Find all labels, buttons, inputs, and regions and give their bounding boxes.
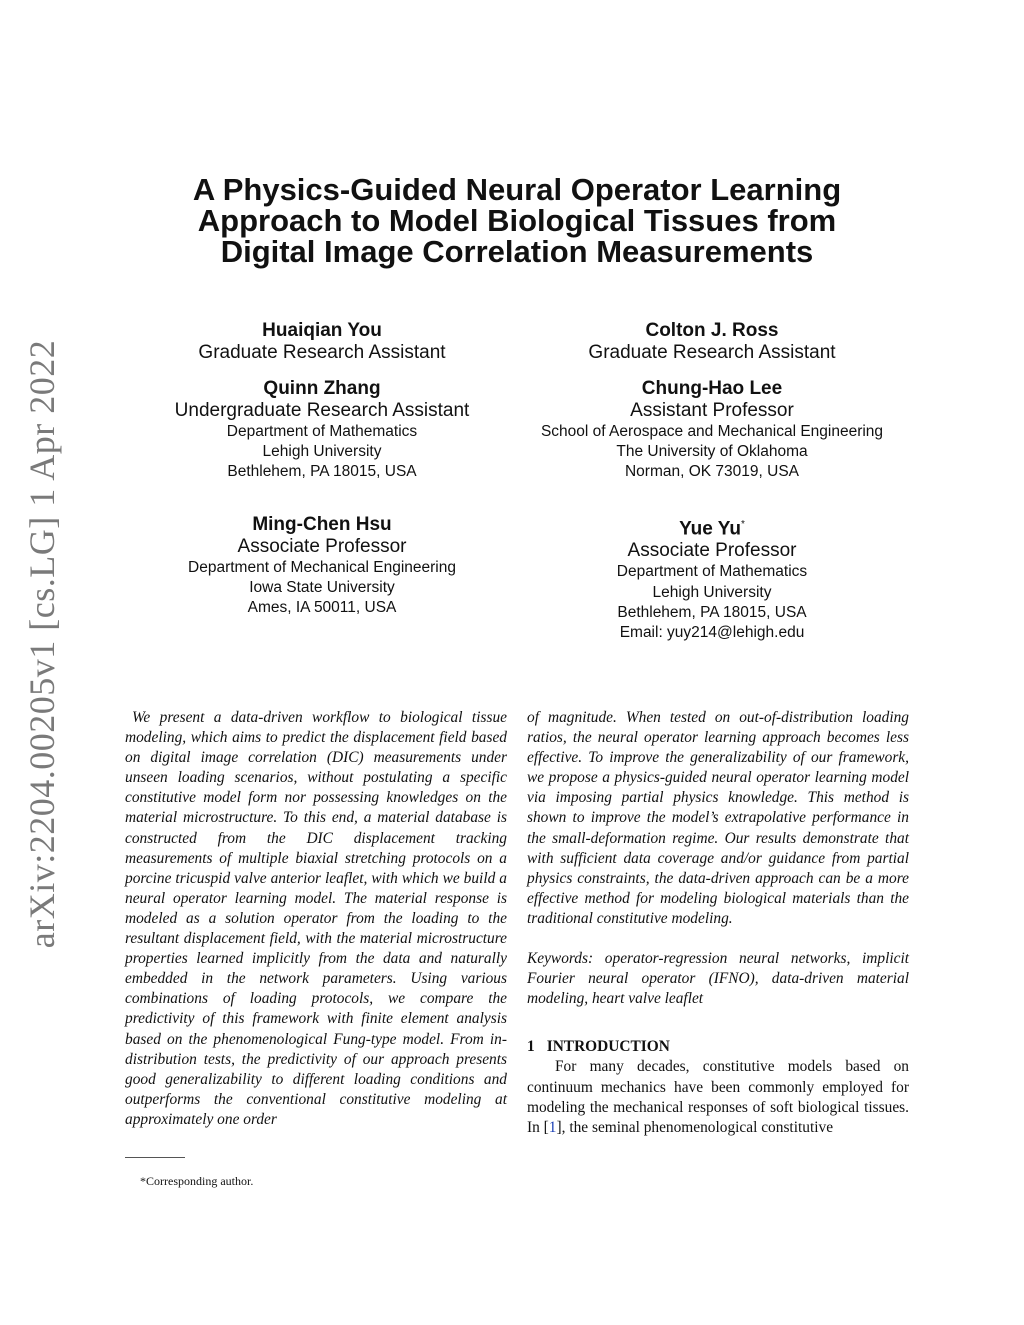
author-department: Department of Mathematics	[616, 563, 808, 581]
intro-text: For many decades, constitutive models based on continuum mechanics have been commonly employed for modeling the mechanical responses of soft biological tissues. In [	[527, 1058, 909, 1136]
title-line: Approach to Model Biological Tissues from	[197, 203, 837, 238]
author-email[interactable]: Email: yuy214@lehigh.edu	[619, 623, 805, 641]
paper-title	[150, 174, 884, 267]
author-block-hsu	[112, 514, 532, 619]
author-role: Graduate Research Assistant	[588, 342, 836, 363]
title-line: A Physics-Guided Neural Operator Learning	[192, 172, 842, 207]
title-line: Digital Image Correlation Measurements	[220, 234, 814, 269]
author-role: Associate Professor	[627, 540, 797, 562]
author-block-yu	[502, 514, 922, 643]
author-role: Assistant Professor	[630, 400, 794, 421]
footnote-rule	[125, 1157, 185, 1158]
author-name: Quinn Zhang	[263, 378, 381, 399]
author-address: Bethlehem, PA 18015, USA	[617, 603, 807, 621]
author-name: Huaiqian You	[262, 320, 382, 341]
author-institution: Iowa State University	[249, 579, 395, 597]
citation-link[interactable]: 1	[548, 1118, 557, 1136]
author-block-zhang	[112, 378, 532, 483]
keywords: Keywords: operator-regression neural networks, implicit Fourier neural operator (IFNO), data-driven material modeling, heart valve leaflet	[527, 950, 909, 1008]
abstract-part-2: of magnitude. When tested on out-of-distribution loading ratios, the neural operator learning approach becomes less effective. To improve the generalizability of our framework, we propose a physics-guided neural operator learning model via imposing partial physics knowledge. This method is shown to improve the model’s extrapolative performance in the small-deformation regime. Our results demonstrate that with sufficient data coverage and/or guidance from partial physics constraints, the data-driven approach can be a more effective method for modeling biological materials than the traditional constitutive modeling.	[527, 709, 909, 927]
author-institution: The University of Oklahoma	[616, 443, 808, 461]
section-heading	[527, 1037, 909, 1057]
arxiv-side-stamp: arXiv:2204.00205v1 [cs.LG] 1 Apr 2022	[22, 339, 62, 949]
author-department: Department of Mechanical Engineering	[188, 559, 456, 576]
author-address: Ames, IA 50011, USA	[247, 599, 397, 617]
author-address: Bethlehem, PA 18015, USA	[227, 463, 417, 481]
left-column	[125, 708, 507, 1130]
author-department: Department of Mathematics	[226, 423, 418, 440]
author-role: Associate Professor	[237, 536, 407, 557]
corresponding-mark: *	[741, 519, 745, 530]
author-name: Ming-Chen Hsu	[252, 514, 392, 535]
intro-text-cont: ], the seminal phenomenological constitutive	[556, 1118, 834, 1136]
author-institution: Lehigh University	[262, 443, 382, 461]
author-name-text: Yue Yu	[679, 518, 742, 540]
author-block-lee	[502, 378, 922, 483]
author-role: Undergraduate Research Assistant	[174, 400, 470, 421]
abstract-part-1: We present a data-driven workflow to biological tissue modeling, which aims to predict the displacement field based on digital image correlation (DIC) measurements under unseen loading scenarios, without postulating a specific constitutive model form nor possessing knowledges on the material microstructure. To this end, a material database is constructed from the DIC displacement tracking measurements of multiple biaxial stretching protocols on a porcine tricuspid valve anterior leaflet, with which we build a neural operator learning model. The material response is modeled as a solution operator from the loading to the resultant displacement field, with the material microstructure properties learned implicitly from the data and naturally embedded in the network parameters. Using various combinations of loading protocols, we compare the predictivity of this framework with finite element analysis based on the phenomenological Fung-type model. From in-distribution tests, the predictivity of our approach presents good generalizability to different loading conditions and outperforms the conventional constitutive modeling at approximately one order	[125, 709, 507, 1128]
footnote: *Corresponding author.	[140, 1174, 254, 1188]
right-column	[527, 708, 909, 1138]
intro-paragraph	[527, 1057, 909, 1137]
author-institution: Lehigh University	[652, 583, 772, 601]
author-block-ross	[502, 320, 922, 364]
author-address: Norman, OK 73019, USA	[624, 463, 800, 481]
author-name	[502, 514, 922, 540]
section-title: INTRODUCTION	[546, 1038, 670, 1056]
section-number: 1	[527, 1038, 535, 1056]
author-role: Graduate Research Assistant	[198, 342, 446, 363]
author-name: Chung-Hao Lee	[641, 378, 783, 399]
author-name: Colton J. Ross	[645, 320, 779, 341]
author-department: School of Aerospace and Mechanical Engineering	[540, 423, 884, 440]
author-block-you	[112, 320, 532, 364]
